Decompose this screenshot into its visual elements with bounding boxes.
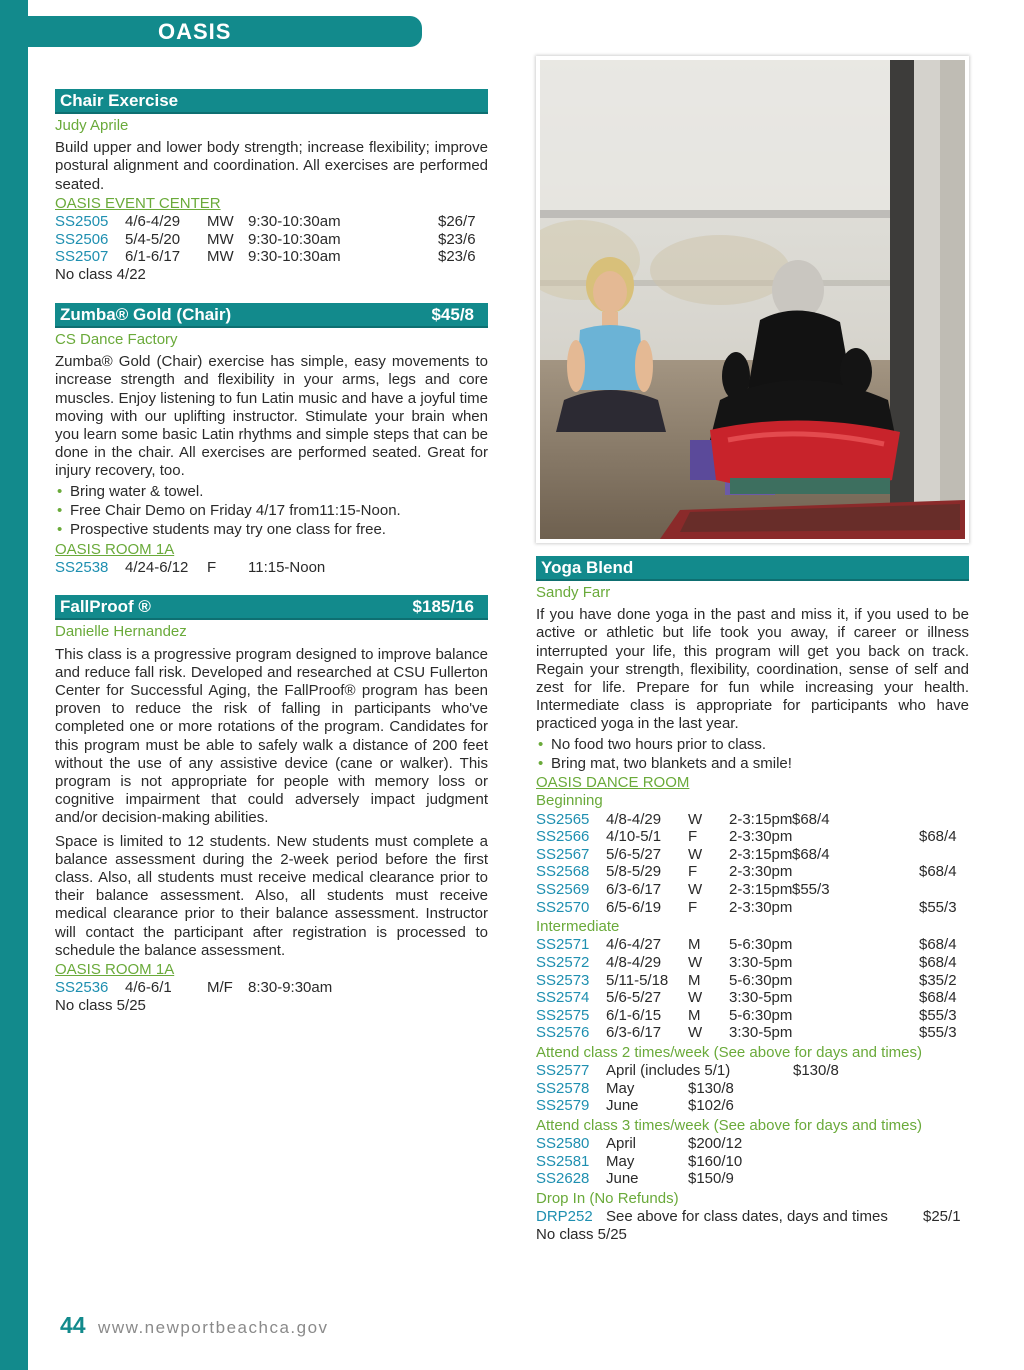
class-days: W (688, 989, 703, 1007)
left-color-stripe (0, 0, 28, 1370)
twice-weekly-label: Attend class 2 times/week (See above for days and times) (536, 1043, 923, 1061)
schedule-row (55, 979, 488, 997)
class-time: 2-3:30pm (729, 828, 793, 846)
twice-weekly-table (536, 1062, 969, 1115)
class-time: 5-6:30pm (729, 1006, 793, 1024)
class-time: 3:30-5pm (729, 1024, 793, 1042)
schedule-row (55, 231, 488, 249)
class-time: 9:30-10:30am (248, 213, 341, 231)
class-title-bar (55, 89, 488, 114)
class-title: Chair Exercise (60, 91, 179, 110)
class-code[interactable]: SS2628 (536, 1170, 590, 1188)
class-days: F (207, 558, 217, 576)
schedule-row (536, 899, 969, 917)
class-days: W (688, 881, 703, 898)
schedule-row (536, 1170, 969, 1188)
class-code[interactable]: SS2565 (536, 810, 590, 828)
class-time: 2-3:30pm (729, 898, 793, 916)
class-fee: $55/3 (919, 1024, 957, 1042)
class-days: W (688, 845, 703, 863)
class-days: MW (207, 230, 234, 248)
class-code[interactable]: SS2580 (536, 1135, 590, 1153)
class-dates: 4/6-4/29 (125, 213, 181, 231)
class-dates: 4/6-4/27 (606, 936, 662, 954)
schedule-row (536, 811, 969, 829)
class-code[interactable]: SS2507 (55, 248, 109, 266)
class-days: F (688, 898, 698, 916)
class-description: If you have done yoga in the past and miss it, if you used to be active or athletic but life took you away, if career or illness interrupted your life, this program will get you back on track. Regain your strength, flexibility, coordination, sense of self and zest for life. Prepare for fun while increasing your health. Intermediate class is appropriate for participants who have practiced yoga in the last year. (536, 606, 969, 733)
class-days: W (688, 810, 703, 828)
class-fee: $68/4 (792, 810, 830, 828)
bullet-item: • Free Chair Demo on Friday 4/17 from11:15-Noon. (55, 501, 488, 520)
class-month: May (606, 1079, 635, 1097)
class-time: 9:30-10:30am (248, 248, 341, 266)
schedule-row (536, 936, 969, 954)
instructor-name: Danielle Hernandez (55, 623, 187, 641)
instructor-name: Sandy Farr (536, 584, 611, 601)
class-code[interactable]: SS2578 (536, 1079, 590, 1097)
class-dates: 4/6-6/1 (125, 979, 172, 997)
class-time: 2-3:15pm (729, 845, 793, 863)
class-fee: $130/8 (688, 1079, 734, 1097)
class-title: Zumba® Gold (Chair) (60, 305, 232, 324)
class-code[interactable]: SS2536 (55, 979, 109, 997)
class-code[interactable]: SS2579 (536, 1097, 590, 1115)
class-description: Build upper and lower body strength; increase flexibility; improve postural alignment and coordination. All exercises are performed seated. (55, 139, 488, 193)
class-fee: $68/4 (919, 953, 957, 971)
bullet-list (536, 735, 969, 774)
schedule-row (536, 1153, 969, 1171)
schedule-row (536, 954, 969, 972)
chair-exercise-section (55, 89, 488, 284)
class-code[interactable]: SS2568 (536, 863, 590, 881)
class-time: 5-6:30pm (729, 971, 793, 989)
class-days: W (688, 1024, 703, 1042)
class-dates: 5/6-5/27 (606, 845, 662, 863)
class-fee: $25/1 (923, 1208, 961, 1226)
class-fee: $102/6 (688, 1097, 734, 1115)
drop-in-label: Drop In (No Refunds) (536, 1189, 679, 1207)
class-time: 11:15-Noon (248, 558, 326, 576)
class-description: This class is a progressive program designed to improve balance and reduce fall risk. Developed and researched at CSU Fullerton Center for Successful Aging, the FallProof® program has been proven to reduce the risk of falling in participants who've completed one or more rotations of the program. Candidates for this program must be able to safely walk a distance of 200 feet without the use of any assistive device (cane or walker). This program is not appropriate for people with memory loss or cognitive impairment that could adversely impact judgment and/or decision-making abilities. (55, 645, 488, 827)
class-fee: $55/3 (919, 1006, 957, 1024)
class-code[interactable]: SS2572 (536, 953, 590, 971)
class-fee: $68/4 (919, 989, 957, 1007)
class-time: 5-6:30pm (729, 936, 793, 954)
class-dates: 6/1-6/15 (606, 1006, 662, 1024)
instructor-name: CS Dance Factory (55, 331, 178, 348)
drop-in-row (536, 1208, 969, 1226)
class-fee: $35/2 (919, 971, 957, 989)
class-code[interactable]: SS2570 (536, 898, 590, 916)
thrice-weekly-table (536, 1135, 969, 1188)
schedule-row (55, 248, 488, 266)
yoga-class-photo (536, 56, 969, 543)
schedule-row (536, 1135, 969, 1153)
class-dates: 6/3-6/17 (606, 881, 662, 898)
schedule-row (536, 881, 969, 899)
intermediate-schedule-table (536, 936, 969, 1042)
class-dates: 4/10-5/1 (606, 828, 662, 846)
class-title-bar (536, 556, 969, 581)
class-price: $45/8 (431, 305, 474, 324)
schedule-row (536, 1007, 969, 1025)
schedule-row (536, 1024, 969, 1042)
class-code[interactable]: SS2538 (55, 558, 109, 576)
class-dates: 6/1-6/17 (125, 248, 181, 266)
bullet-item: • Bring water & towel. (55, 482, 488, 501)
class-fee: $23/6 (438, 248, 476, 266)
class-days: MW (207, 248, 234, 266)
schedule-row (536, 846, 969, 864)
class-title-bar (55, 595, 488, 620)
class-fee: $160/10 (688, 1152, 743, 1170)
class-code[interactable]: SS2575 (536, 1006, 590, 1024)
bullet-item: • Prospective students may try one class for free. (55, 520, 488, 539)
instructor-name: Judy Aprile (55, 117, 129, 134)
section-title: OASIS (158, 19, 232, 44)
class-dates: 5/6-5/27 (606, 989, 662, 1007)
class-fee: $130/8 (793, 1062, 839, 1080)
class-month: April (606, 1135, 637, 1153)
class-fee: $26/7 (438, 213, 476, 231)
class-title: FallProof ® (60, 597, 151, 617)
location-link[interactable]: OASIS DANCE ROOM (536, 774, 690, 792)
class-month: April (includes 5/1) (606, 1062, 731, 1080)
class-description: Zumba® Gold (Chair) exercise has simple, easy movements to increase strength and flexibility in your arms, legs and core muscles. Enjoy listening to fun Latin music and have a joyful time moving with our uplifting instructor. Stimulate your brain when you learn some basic Latin rhythms and simple steps that can be done in the chair. All exercises are performed seated. Great for injury recovery, too. (55, 353, 488, 480)
class-time: 2-3:15pm (729, 881, 793, 898)
class-days: M (688, 936, 701, 954)
class-month: June (606, 1170, 639, 1188)
class-dates: 6/5-6/19 (606, 898, 662, 916)
location-link[interactable]: OASIS ROOM 1A (55, 960, 175, 978)
website-link[interactable]: www.newportbeachca.gov (98, 1318, 329, 1337)
class-code[interactable]: DRP252 (536, 1208, 593, 1226)
class-dates: 4/8-4/29 (606, 953, 662, 971)
class-code[interactable]: SS2577 (536, 1062, 590, 1080)
class-code[interactable]: SS2505 (55, 213, 109, 231)
class-code[interactable]: SS2569 (536, 881, 590, 898)
class-description-2: Space is limited to 12 students. New students must complete a balance assessment during the 2-week period before the first class. Also, all students must receive medical clearance prior to their balance assessment. Also, all students must receive medical clearance prior to their balance assessment. Instructor will contact the participant after registration is processed to schedule the balance assessment. (55, 832, 488, 959)
zumba-section (55, 303, 488, 576)
class-code[interactable]: SS2566 (536, 828, 590, 846)
schedule-row (55, 559, 488, 577)
class-dates: 6/3-6/17 (606, 1024, 662, 1042)
class-title: Yoga Blend (541, 558, 634, 577)
class-code[interactable]: SS2506 (55, 230, 109, 248)
beginning-schedule-table (536, 811, 969, 917)
class-time: 3:30-5pm (729, 989, 793, 1007)
class-fee: $68/4 (919, 863, 957, 881)
class-days: M/F (207, 979, 233, 997)
schedule-row (536, 1097, 969, 1115)
class-fee: $68/4 (919, 936, 957, 954)
class-dates: 5/4-5/20 (125, 230, 181, 248)
drop-in-text: See above for class dates, days and times (606, 1208, 888, 1226)
class-days: F (688, 828, 698, 846)
fallproof-section (55, 595, 488, 1015)
class-title-bar (55, 303, 488, 328)
schedule-row (55, 213, 488, 231)
class-time: 9:30-10:30am (248, 230, 341, 248)
class-fee: $68/4 (919, 828, 957, 846)
right-column (536, 556, 969, 1244)
page-number: 44 (60, 1312, 86, 1338)
class-time: 3:30-5pm (729, 953, 793, 971)
level-label-beginning: Beginning (536, 792, 603, 810)
class-code[interactable]: SS2573 (536, 971, 590, 989)
schedule-row (536, 972, 969, 990)
class-fee: $150/9 (688, 1170, 734, 1188)
class-fee: $23/6 (438, 230, 476, 248)
class-fee: $200/12 (688, 1135, 743, 1153)
left-column (55, 89, 488, 1034)
schedule-row (536, 1080, 969, 1098)
class-dates: 5/11-5/18 (606, 971, 669, 989)
thrice-weekly-label: Attend class 3 times/week (See above for days and times) (536, 1116, 923, 1134)
location-link[interactable]: OASIS ROOM 1A (55, 540, 175, 558)
class-days: MW (207, 213, 234, 231)
location-link[interactable]: OASIS EVENT CENTER (55, 194, 221, 212)
class-dates: 4/24-6/12 (125, 558, 189, 576)
schedule-row (536, 863, 969, 881)
section-header-tab (28, 16, 422, 47)
class-fee: $55/3 (792, 881, 830, 898)
bullet-list (55, 482, 488, 540)
class-dates: 4/8-4/29 (606, 810, 662, 828)
class-days: F (688, 863, 698, 881)
schedule-row (536, 828, 969, 846)
schedule-row (536, 1062, 969, 1080)
class-days: M (688, 971, 701, 989)
schedule-table (55, 213, 488, 266)
class-code[interactable]: SS2571 (536, 936, 590, 954)
bullet-item: • Bring mat, two blankets and a smile! (536, 754, 969, 773)
class-days: M (688, 1006, 701, 1024)
class-month: June (606, 1097, 639, 1115)
class-code[interactable]: SS2574 (536, 989, 590, 1007)
class-code[interactable]: SS2567 (536, 845, 590, 863)
class-month: May (606, 1152, 635, 1170)
class-time: 2-3:30pm (729, 863, 793, 881)
class-code[interactable]: SS2576 (536, 1024, 590, 1042)
class-fee: $55/3 (919, 898, 957, 916)
bullet-item: • No food two hours prior to class. (536, 735, 969, 754)
class-fee: $68/4 (792, 845, 830, 863)
class-price: $185/16 (412, 597, 474, 617)
class-dates: 5/8-5/29 (606, 863, 662, 881)
class-note: No class 5/25 (536, 1225, 627, 1243)
class-code[interactable]: SS2581 (536, 1152, 590, 1170)
class-time: 2-3:15pm (729, 810, 793, 828)
class-time: 8:30-9:30am (248, 979, 333, 997)
level-label-intermediate: Intermediate (536, 918, 620, 936)
page-footer (60, 1312, 329, 1339)
class-note: No class 4/22 (55, 265, 146, 283)
class-note: No class 5/25 (55, 996, 146, 1014)
yoga-photo-illustration (540, 60, 965, 539)
class-days: W (688, 953, 703, 971)
schedule-row (536, 989, 969, 1007)
